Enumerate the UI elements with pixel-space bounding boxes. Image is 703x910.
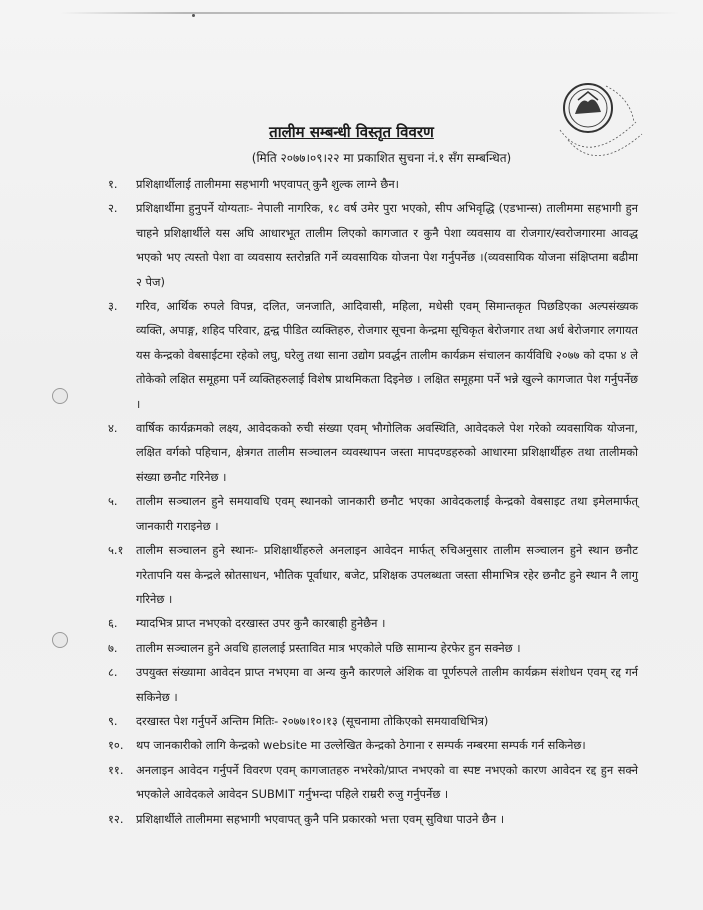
terms-list xyxy=(108,172,638,831)
item-text: दरखास्त पेश गर्नुपर्ने अन्तिम मितिः- २०७७।१०।१३ (सूचनामा तोकिएको समयावधिभित्र) xyxy=(136,713,489,728)
punch-hole-lower xyxy=(52,632,68,648)
list-item xyxy=(108,416,638,489)
list-item xyxy=(108,758,638,807)
list-item xyxy=(108,660,638,709)
list-item xyxy=(108,294,638,416)
item-text: तालीम सञ्चालन हुने स्थानः- प्रशिक्षार्थीहरुले अनलाइन आवेदन मार्फत् रुचिअनुसार तालीम सञ्चालन हुने स्थान छनौट गरेतापनि यस केन्द्रले स्रोतसाधन, भौतिक पूर्वाधार, बजेट, प्रशिक्षक उपलब्धता जस्ता सीमाभित्र रहेर छनौट हुने स्थान नै लागु गरिनेछ । xyxy=(136,543,638,606)
list-item xyxy=(108,538,638,611)
item-number: ३. xyxy=(108,299,118,314)
punch-hole-upper xyxy=(52,388,68,404)
item-text: अनलाइन आवेदन गर्नुपर्ने विवरण एवम् कागजातहरु नभरेको/प्राप्त नभएको वा स्पष्ट नभएको कारण आवेदन रद्द हुन सक्ने भएकोले आवेदकले आवेदन SUBMIT गर्नुभन्दा पहिले राम्ररी रुजु गर्नुपर्नेछ । xyxy=(136,762,638,802)
item-number: ७. xyxy=(108,640,118,655)
item-text: गरिव, आर्थिक रुपले विपन्न, दलित, जनजाति, आदिवासी, महिला, मधेसी एवम् सिमान्तकृत पिछडिएका अल्पसंख्यक व्यक्ति, अपाङ्ग, शहिद परिवार, द्वन्द्व पीडित व्यक्तिहरु, रोजगार सूचना केन्द्रमा सूचिकृत बेरोजगार तथा अर्ध बेरोजगार लगायत यस केन्द्रको वेबसाईटमा रहेको लघु, घरेलु तथा साना उद्योग प्रवर्द्धन तालीम कार्यक्रम संचालन कार्यविधि २०७७ को दफा ४ ले तोकेको लक्षित समूहमा पर्ने व्यक्तिहरुलाई विशेष प्राथमिकता दिइनेछ । लक्षित समूहमा पर्ने भन्ने खुल्ने कागजात पेश गर्नुपर्नेछ । xyxy=(136,299,638,411)
list-item xyxy=(108,733,638,757)
item-text: प्रशिक्षार्थीलाई तालीममा सहभागी भएवापत् कुनै शुल्क लाग्ने छैन। xyxy=(136,177,399,191)
list-item xyxy=(108,196,638,294)
list-item xyxy=(108,709,638,733)
item-text: तालीम सञ्चालन हुने अवधि हाललाई प्रस्तावित मात्र भएकोले पछि सामान्य हेरफेर हुन सक्नेछ । xyxy=(136,640,521,655)
item-number: ८. xyxy=(108,665,118,680)
item-number: १०. xyxy=(108,738,124,753)
item-number: ४. xyxy=(108,421,118,436)
item-number: ५. xyxy=(108,494,118,509)
item-text: थप जानकारीको लागि केन्द्रको website मा उल्लेखित केन्द्रको ठेगाना र सम्पर्क नम्बरमा सम्पर्क गर्न सकिनेछ। xyxy=(136,738,586,753)
list-item xyxy=(108,172,638,196)
item-text: प्रशिक्षार्थीमा हुनुपर्ने योग्यताः- नेपाली नागरिक, १८ वर्ष उमेर पुरा भएको, सीप अभिवृद्धि (एडभान्स) तालीममा सहभागी हुन चाहने प्रशिक्षार्थीले यस अघि आधारभूत तालीम लिएको कागजात र कुनै पेशा व्यवसाय वा रोजगार/स्वरोजगारमा आवद्ध भएको भए त्यस्तो पेशा वा व्यवसाय स्तरोन्नति गर्ने व्यवसायिक योजना पेश गर्नुपर्नेछ ।(व्यवसायिक योजना संक्षिप्तमा बढीमा २ पेज) xyxy=(136,201,638,289)
item-number: ९. xyxy=(108,713,118,728)
document-title: तालीम सम्बन्धी विस्तृत विवरण xyxy=(269,123,434,141)
item-text: म्यादभित्र प्राप्त नभएको दरखास्त उपर कुनै कारबाही हुनेछैन । xyxy=(136,616,386,631)
list-item xyxy=(108,807,638,831)
item-number: १. xyxy=(108,177,118,191)
item-text: तालीम सञ्चालन हुने समयावधि एवम् स्थानको जानकारी छनौट भएका आवेदकलाई केन्द्रको वेबसाइट तथा इमेलमार्फत् जानकारी गराइनेछ । xyxy=(136,494,638,533)
item-text: वार्षिक कार्यक्रमको लक्ष्य, आवेदकको रुची संख्या एवम् भौगोलिक अवस्थिति, आवेदकले पेश गरेको व्यवसायिक योजना, लक्षित वर्गको पहिचान, क्षेत्रगत तालीम सञ्चालन व्यवस्थापन जस्ता मापदण्डहरुको आधारमा प्रशिक्षार्थीहरु तथा तालीमको संख्या छनौट गरिनेछ । xyxy=(136,421,638,484)
item-number: ११. xyxy=(108,762,124,777)
item-text: प्रशिक्षार्थीले तालीममा सहभागी भएवापत् कुनै पनि प्रकारको भत्ता एवम् सुविधा पाउने छैन । xyxy=(136,811,505,826)
item-number: ६. xyxy=(108,616,118,631)
item-number: २. xyxy=(108,201,118,216)
item-number: ५.१ xyxy=(108,543,124,558)
item-number: १२. xyxy=(108,811,124,826)
list-item xyxy=(108,489,638,538)
scan-speck xyxy=(192,14,195,17)
document-subtitle: (मिति २०७७।०९।२२ मा प्रकाशित सुचना नं.१ सँग सम्बन्धित) xyxy=(251,151,512,165)
list-item xyxy=(108,636,638,660)
list-item xyxy=(108,611,638,635)
scan-edge xyxy=(60,12,680,14)
item-text: उपयुक्त संख्यामा आवेदन प्राप्त नभएमा वा अन्य कुनै कारणले अंशिक वा पूर्णरुपले तालीम कार्यक्रम संशोधन एवम् रद्द गर्न सकिनेछ । xyxy=(136,665,638,704)
